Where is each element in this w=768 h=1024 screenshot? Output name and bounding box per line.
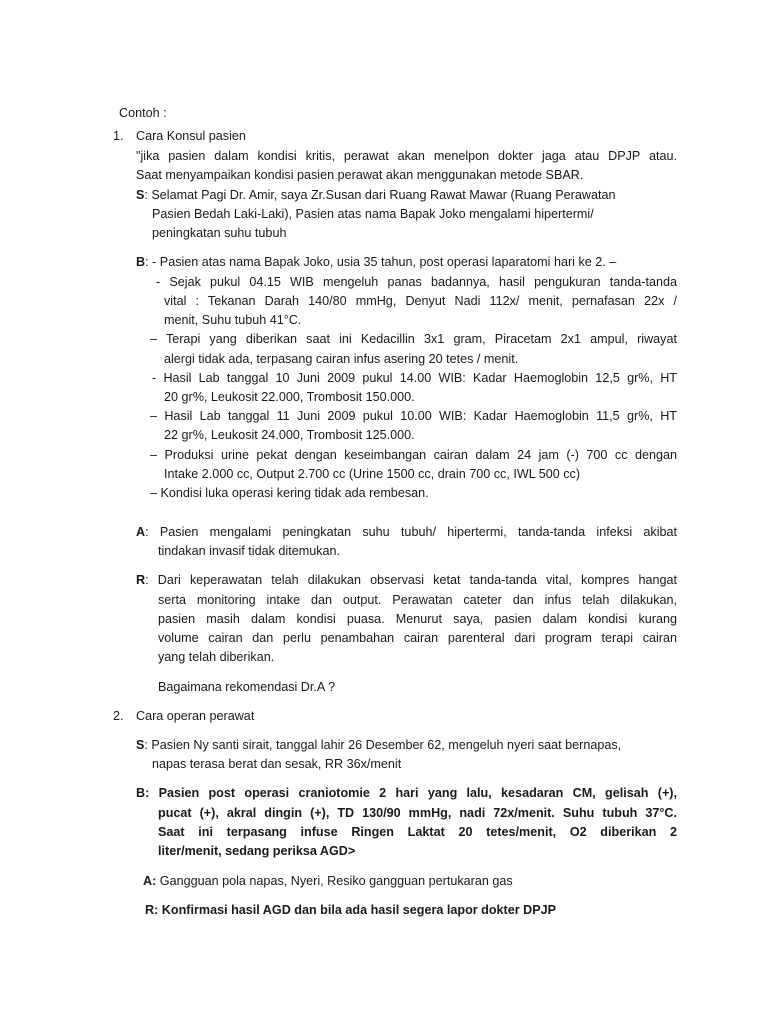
item1-intro-line: Saat menyampaikan kondisi pasien perawat akan menggunakan metode SBAR.	[136, 168, 584, 182]
item2-s-line: napas terasa berat dan sesak, RR 36x/menit	[152, 757, 402, 771]
item1-s-line: peningkatan suhu tubuh	[152, 226, 287, 240]
item1-s-line: S: Selamat Pagi Dr. Amir, saya Zr.Susan dari Ruang Rawat Mawar (Ruang Perawatan	[136, 188, 616, 202]
item1-title: Cara Konsul pasien	[136, 129, 246, 143]
item1-r-line: volume cairan dan perlu penambahan cairan parenteral dari program terapi cairan	[158, 631, 677, 645]
item2-b-line: Saat ini terpasang infuse Ringen Laktat 20 tetes/menit, O2 diberikan 2	[158, 825, 677, 839]
item2-r-line: R: Konfirmasi hasil AGD dan bila ada hasil segera lapor dokter DPJP	[145, 903, 557, 917]
item1-b-line: – Terapi yang diberikan saat ini Kedacillin 3x1 gram, Piracetam 2x1 ampul, riwayat	[150, 332, 677, 346]
item1-b-line: – Kondisi luka operasi kering tidak ada rembesan.	[150, 486, 429, 500]
a-key: A	[136, 525, 146, 539]
item1-b-line: B: - Pasien atas nama Bapak Joko, usia 35 tahun, post operasi laparatomi hari ke 2. –	[136, 255, 617, 269]
item1-number: 1.	[113, 129, 124, 143]
item1-b-line: 22 gr%, Leukosit 24.000, Trombosit 125.000.	[164, 428, 415, 442]
s-key: S	[136, 738, 145, 752]
item2-title: Cara operan perawat	[136, 709, 255, 723]
item1-question: Bagaimana rekomendasi Dr.A ?	[158, 680, 336, 694]
r-key: R	[136, 573, 146, 587]
item2-number: 2.	[113, 709, 124, 723]
item1-r-line: pasien masih dalam kondisi puasa. Menurut saya, pasien dalam kondisi kurang	[158, 612, 677, 626]
item1-r-line: yang telah diberikan.	[158, 650, 275, 664]
item1-b-line: - Sejak pukul 04.15 WIB mengeluh panas badannya, hasil pengukuran tanda-tanda	[156, 275, 677, 289]
item1-b-line: - Hasil Lab tanggal 10 Juni 2009 pukul 14.00 WIB: Kadar Haemoglobin 12,5 gr%, HT	[152, 371, 677, 385]
s-key: S	[136, 188, 145, 202]
item1-b-line: vital : Tekanan Darah 140/80 mmHg, Denyut Nadi 112x/ menit, pernafasan 22x /	[164, 294, 677, 308]
item1-a-line: tindakan invasif tidak ditemukan.	[158, 544, 341, 558]
b-key: B	[136, 255, 146, 269]
item1-r-line: R: Dari keperawatan telah dilakukan observasi ketat tanda-tanda vital, kompres hangat	[136, 573, 677, 587]
contoh-label: Contoh :	[119, 106, 167, 120]
item1-s-line: Pasien Bedah Laki-Laki), Pasien atas nama Bapak Joko mengalami hipertermi/	[152, 207, 594, 221]
r-key: R:	[145, 903, 159, 917]
item1-b-line: – Hasil Lab tanggal 11 Juni 2009 pukul 10.00 WIB: Kadar Haemoglobin 11,5 gr%, HT	[150, 409, 677, 423]
item1-a-line: A: Pasien mengalami peningkatan suhu tubuh/ hipertermi, tanda-tanda infeksi akibat	[136, 525, 677, 539]
item2-b-line: pucat (+), akral dingin (+), TD 130/90 mmHg, nadi 72x/menit. Suhu tubuh 37°C.	[158, 806, 677, 820]
item1-b-line: menit, Suhu tubuh 41°C.	[164, 313, 302, 327]
item2-s-line: S: Pasien Ny santi sirait, tanggal lahir 26 Desember 62, mengeluh nyeri saat bernapas,	[136, 738, 622, 752]
item2-b-line: B: Pasien post operasi craniotomie 2 hari yang lalu, kesadaran CM, gelisah (+),	[136, 786, 677, 800]
item2-a-line: A: Gangguan pola napas, Nyeri, Resiko gangguan pertukaran gas	[143, 874, 513, 888]
item1-r-line: serta monitoring intake dan output. Perawatan cateter dan infus telah dilakukan,	[158, 593, 677, 607]
item2-b-line: liter/menit, sedang periksa AGD>	[158, 844, 356, 858]
item1-b-line: alergi tidak ada, terpasang cairan infus asering 20 tetes / menit.	[164, 352, 519, 366]
a-key: A:	[143, 874, 157, 888]
item1-b-line: 20 gr%, Leukosit 22.000, Trombosit 150.000.	[164, 390, 415, 404]
item1-b-line: Intake 2.000 cc, Output 2.700 cc (Urine 1500 cc, drain 700 cc, IWL 500 cc)	[164, 467, 581, 481]
item1-intro-line: "jika pasien dalam kondisi kritis, perawat akan menelpon dokter jaga atau DPJP atau.	[136, 149, 677, 163]
item1-b-line: – Produksi urine pekat dengan keseimbangan cairan dalam 24 jam (-) 700 cc dengan	[150, 448, 677, 462]
